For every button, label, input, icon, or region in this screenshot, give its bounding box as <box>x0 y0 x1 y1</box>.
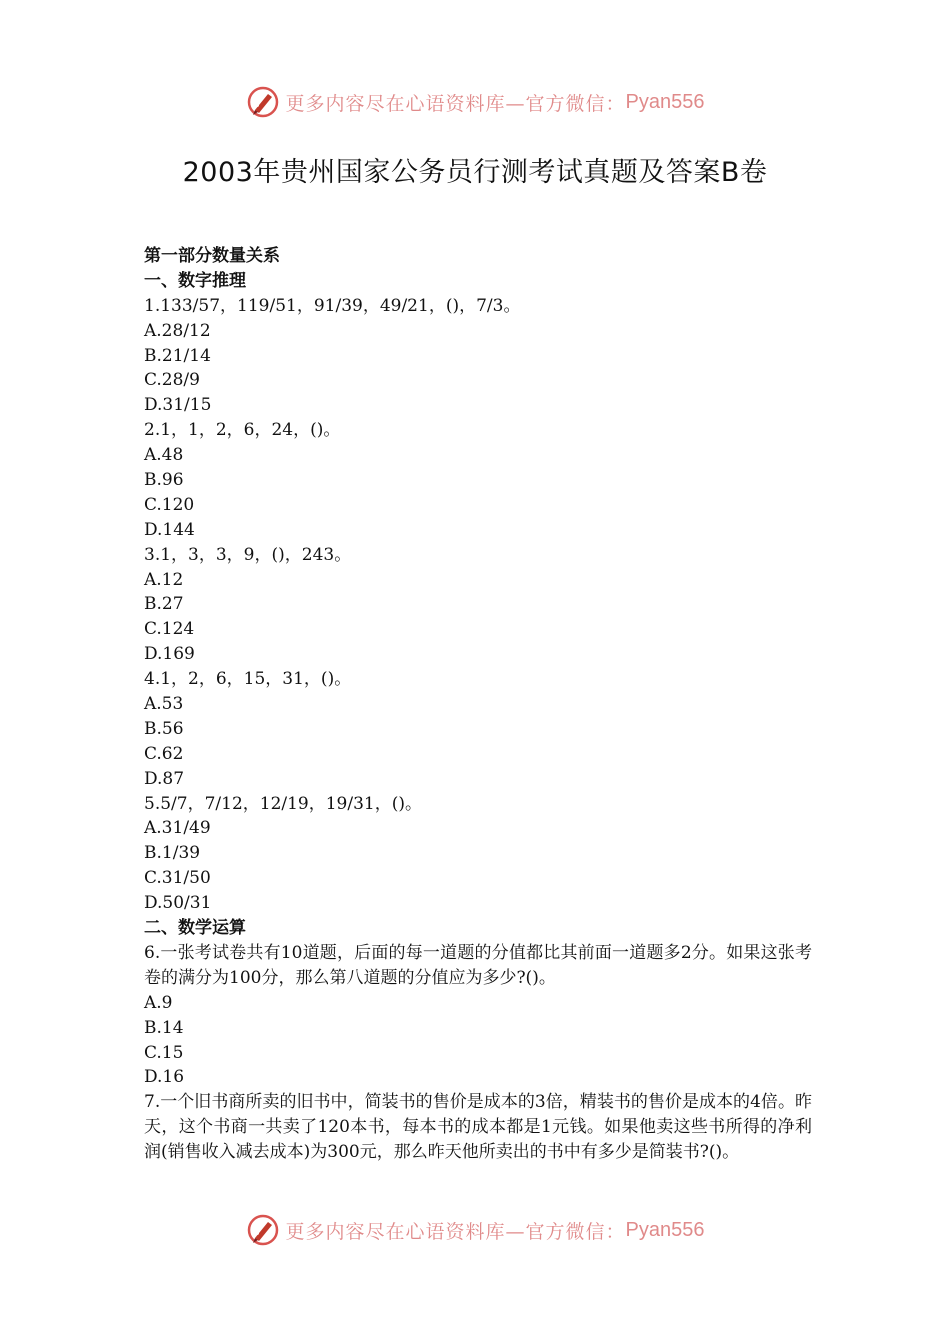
text-line: B.14 <box>144 1017 184 1038</box>
section-heading: 一、数字推理 <box>144 270 246 291</box>
text-line: B.1/39 <box>144 843 201 864</box>
text-line: C.31/50 <box>144 868 211 889</box>
text-line: D.31/15 <box>144 395 212 416</box>
text-line: A.9 <box>144 992 173 1013</box>
section-heading: 二、数学运算 <box>144 918 246 939</box>
question-paragraph: 7.一个旧书商所卖的旧书中，简装书的售价是成本的3倍，精装书的售价是成本的4倍。昨天，这个书商一共卖了120本书，每本书的成本都是1元钱。如果他卖这些书所得的净利润(销售收入减去成本)为300元，那么昨天他所卖出的书中有多少是简装书?()。 <box>144 1092 812 1163</box>
text-line: A.28/12 <box>144 320 211 341</box>
text-line: B.27 <box>144 594 184 615</box>
text-line: 5.5/7，7/12，12/19，19/31，()。 <box>144 793 423 814</box>
text-line: D.50/31 <box>144 893 212 914</box>
watermark-header <box>0 84 950 120</box>
watermark-handle: Pyan556 <box>625 90 705 113</box>
text-line: D.144 <box>144 519 195 540</box>
text-line: 2.1，1，2，6，24，()。 <box>144 420 341 441</box>
watermark-text: 更多内容尽在心语资料库—官方微信： <box>285 92 626 115</box>
watermark-footer <box>0 1212 950 1248</box>
text-line: D.169 <box>144 644 195 665</box>
text-line: B.21/14 <box>144 345 211 366</box>
text-line: 4.1，2，6，15，31，()。 <box>144 669 352 690</box>
text-line: A.12 <box>144 569 184 590</box>
question-paragraph: 6.一张考试卷共有10道题，后面的每一道题的分值都比其前面一道题多2分。如果这张考卷的满分为100分，那么第八道题的分值应为多少?()。 <box>144 942 812 988</box>
section-heading: 第一部分数量关系 <box>144 246 280 266</box>
text-line: 1.133/57，119/51，91/39，49/21，()，7/3。 <box>144 295 521 316</box>
watermark-handle: Pyan556 <box>625 1218 705 1241</box>
text-line: B.56 <box>144 718 184 739</box>
text-line: C.124 <box>144 619 195 640</box>
document-body <box>144 244 812 1165</box>
text-line: D.16 <box>144 1067 185 1088</box>
text-line: C.62 <box>144 743 184 764</box>
pen-logo-icon <box>246 85 280 119</box>
text-line: C.120 <box>144 494 195 515</box>
text-line: D.87 <box>144 768 185 789</box>
watermark-text: 更多内容尽在心语资料库—官方微信： <box>285 1220 626 1243</box>
text-line: C.28/9 <box>144 370 200 391</box>
text-line: 3.1，3，3，9，()，243。 <box>144 544 352 565</box>
text-line: C.15 <box>144 1042 184 1063</box>
text-line: A.48 <box>144 445 184 466</box>
pen-logo-icon <box>246 1213 280 1247</box>
text-line: B.96 <box>144 470 184 491</box>
text-line: A.31/49 <box>144 818 211 839</box>
page-title: 2003年贵州国家公务员行测考试真题及答案B卷 <box>182 157 768 188</box>
text-line: A.53 <box>144 694 184 715</box>
